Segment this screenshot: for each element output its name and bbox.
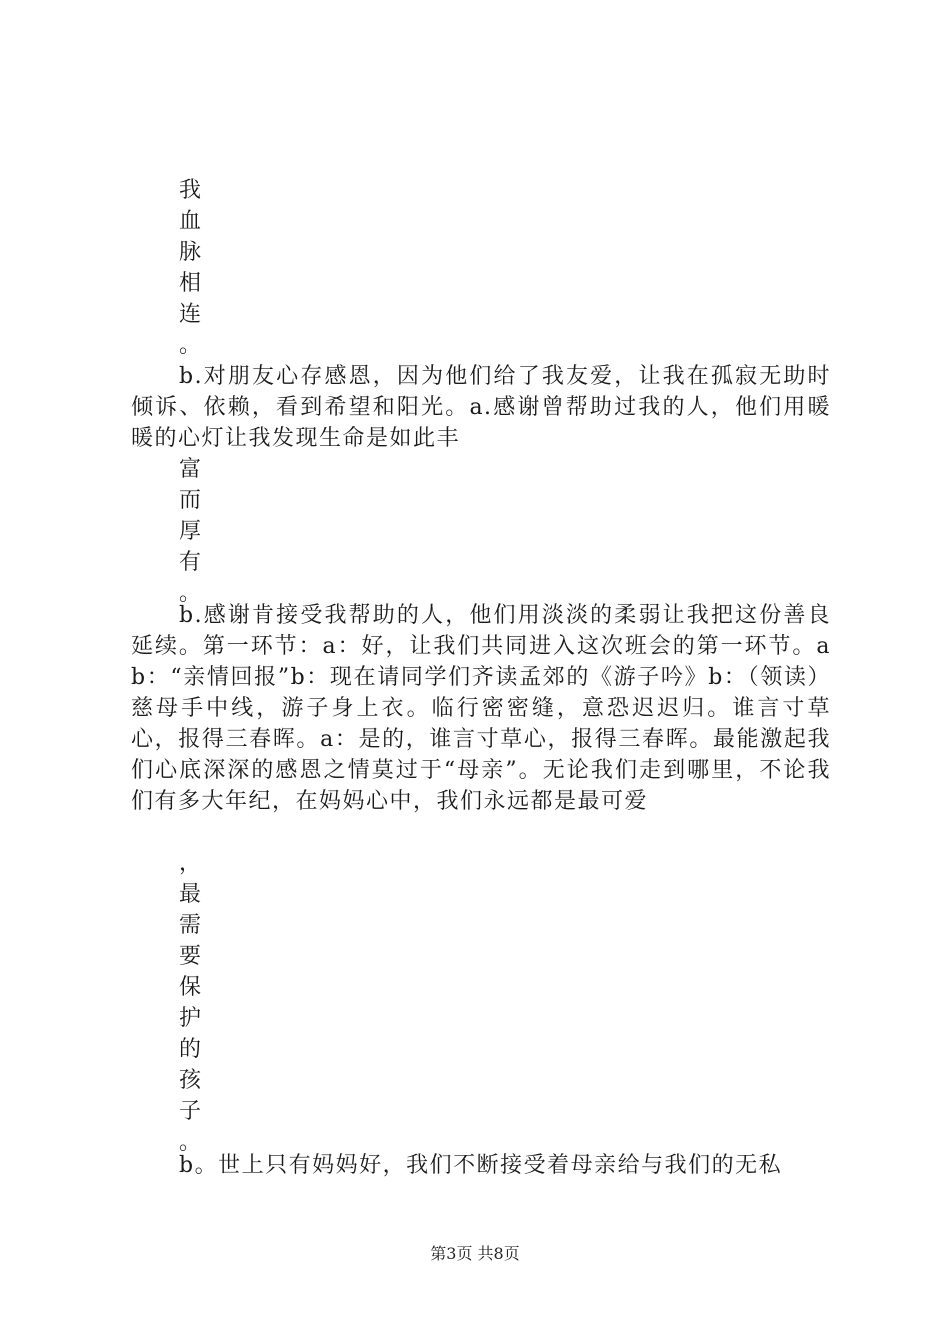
vertical-char: 要	[179, 944, 202, 969]
vertical-char: 厚	[179, 519, 202, 544]
vertical-char: 最	[179, 882, 202, 907]
paragraph-first-segment: b.感谢肯接受我帮助的人，他们用淡淡的柔弱让我把这份善良延续。第一环节：a：好，让我们共同进入这次班会的第一环节。ab：“亲情回报”b：现在请同学们齐读孟郊的《游子吟》b：（领读）慈母手中线，游子身上衣。临行密密缝，意恐迟迟归。谁言寸草心，报得三春晖。a：是的，谁言寸草心，报得三春晖。最能激起我们心底深深的感恩之情莫过于“母亲”。无论我们走到哪里，不论我们有多大年纪，在妈妈心中，我们永远都是最可爱	[131, 603, 831, 814]
vertical-char: 富	[179, 457, 202, 482]
vertical-char: 。	[179, 333, 202, 358]
vertical-char: 血	[179, 209, 202, 234]
vertical-char: 子	[179, 1099, 202, 1124]
vertical-char: 的	[179, 1037, 202, 1062]
page-footer: 第3页 共8页	[430, 1244, 520, 1263]
paragraph-friends-gratitude: b.对朋友心存感恩，因为他们给了我友爱，让我在孤寂无助时倾诉、依赖，看到希望和阳光。a.感谢曾帮助过我的人，他们用暖暖的心灯让我发现生命是如此丰	[131, 364, 831, 451]
vertical-char: 保	[179, 975, 202, 1000]
vertical-char: 脉	[179, 240, 202, 265]
vertical-text-column-3	[179, 848, 219, 1158]
vertical-char: 有	[179, 550, 202, 575]
vertical-char: ，	[179, 851, 202, 876]
vertical-char: 相	[179, 271, 202, 296]
vertical-char: 连	[179, 302, 202, 327]
vertical-text-column-2	[179, 454, 219, 609]
vertical-char: 我	[179, 178, 202, 203]
vertical-text-column-1	[179, 175, 219, 361]
paragraph-mother-love: b。世上只有妈妈好，我们不断接受着母亲给与我们的无私	[179, 1153, 783, 1178]
vertical-char: 。	[179, 581, 202, 606]
vertical-char: 需	[179, 913, 202, 938]
vertical-char: 而	[179, 488, 202, 513]
vertical-char: 护	[179, 1006, 202, 1031]
vertical-char: 孩	[179, 1068, 202, 1093]
vertical-char: 。	[179, 1130, 202, 1155]
